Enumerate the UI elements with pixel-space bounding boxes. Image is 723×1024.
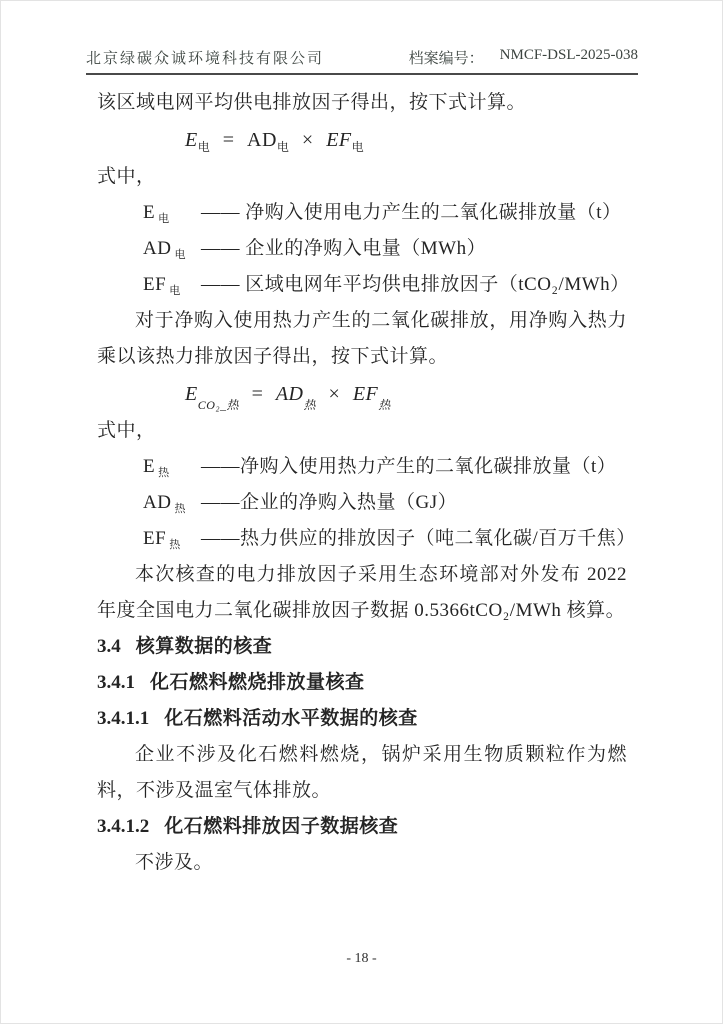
heading-title: 化石燃料燃烧排放量核查 [150, 672, 365, 693]
symbol-subscript: 热 [158, 467, 170, 479]
paragraph-biomass-boiler: 企业不涉及化石燃料燃烧，锅炉采用生物质颗粒作为燃料，不涉及温室气体排放。 [97, 744, 627, 801]
heading-3-4-1-1 [97, 701, 627, 737]
symbol-description: —— 净购入使用电力产生的二氧化碳排放量（t） [201, 202, 622, 223]
symbol-subscript: 热 [174, 503, 186, 515]
paragraph-emission-factor-value: 本次核查的电力排放因子采用生态环境部对外发布 2022 年度全国电力二氧化碳排放因子数据 0.5366tCO₂/MWh 核算。 [97, 564, 627, 621]
multiply-sign: × [328, 383, 341, 405]
symbol-ad-heat [143, 485, 201, 521]
formula-electricity-emission [185, 123, 627, 157]
heading-number: 3.4 [97, 636, 121, 657]
paragraph-grid-factor: 该区域电网平均供电排放因子得出，按下式计算。 [97, 92, 527, 113]
symbol-letter: AD [143, 238, 172, 259]
definition-row-e-elec [143, 195, 627, 231]
heading-title: 化石燃料活动水平数据的核查 [164, 708, 418, 729]
formula-term-ad: AD [275, 383, 304, 405]
definition-row-ef-elec [143, 267, 630, 303]
equals-sign: = [251, 383, 264, 405]
heading-title: 核算数据的核查 [135, 636, 273, 657]
symbol-letter: E [143, 202, 156, 223]
symbol-description: ——企业的净购入热量（GJ） [201, 492, 458, 513]
header-file-number [409, 47, 638, 68]
formula-term-ef: EF [352, 383, 379, 405]
document-body [97, 85, 636, 881]
formula-lhs: E [185, 129, 198, 151]
where-label-heat: 式中， [97, 420, 156, 441]
file-number-label: 档案编号： [408, 51, 484, 67]
heading-title: 化石燃料排放因子数据核查 [164, 816, 399, 837]
heading-number: 3.4.1 [97, 672, 135, 693]
symbol-letter: AD [143, 492, 172, 513]
header-company-name: 北京绿碳众诚环境科技有限公司 [86, 51, 325, 67]
formula-lhs: E [185, 383, 198, 405]
symbol-subscript: 电 [158, 213, 170, 225]
definition-row-ad-elec [143, 231, 627, 267]
heading-3-4 [97, 629, 627, 665]
heading-3-4-1-2 [97, 809, 627, 845]
formula-term-ef: EF [326, 129, 352, 151]
where-label-electricity: 式中， [97, 166, 156, 187]
symbol-e-elec [143, 195, 201, 231]
formula-term-ef-subscript: 热 [378, 398, 391, 412]
formula-term-ad-subscript: 电 [276, 140, 290, 154]
symbol-letter: EF [143, 528, 167, 549]
symbol-subscript: 电 [174, 249, 186, 261]
formula-term-ad: AD [247, 129, 277, 151]
symbol-description: ——净购入使用热力产生的二氧化碳排放量（t） [201, 456, 617, 477]
formula-heat-emission [185, 377, 627, 411]
multiply-sign: × [301, 129, 314, 151]
file-number-value: NMCF-DSL-2025-038 [499, 47, 638, 63]
heading-3-4-1 [97, 665, 627, 701]
symbol-description: —— 区域电网年平均供电排放因子（tCO₂/MWh） [201, 274, 630, 295]
page-footer [1, 951, 722, 967]
symbol-description: —— 企业的净购入电量（MWh） [201, 238, 487, 259]
symbol-ef-elec [143, 267, 201, 303]
formula-lhs-subscript: 电 [197, 140, 211, 154]
symbol-subscript: 热 [169, 539, 181, 551]
heading-number: 3.4.1.2 [97, 816, 150, 837]
definition-row-e-heat [143, 449, 627, 485]
paragraph-not-applicable: 不涉及。 [135, 852, 214, 873]
symbol-subscript: 电 [169, 285, 181, 297]
page-number: - 18 - [346, 951, 377, 966]
paragraph-heat-emission: 对于净购入使用热力产生的二氧化碳排放，用净购入热力乘以该热力排放因子得出，按下式计算。 [97, 310, 627, 367]
symbol-letter: EF [143, 274, 167, 295]
equals-sign: = [222, 129, 235, 151]
definition-row-ad-heat [143, 485, 627, 521]
symbol-letter: E [143, 456, 156, 477]
formula-lhs-subscript: CO₂_热 [197, 398, 240, 412]
symbol-ef-heat [143, 521, 201, 557]
formula-term-ad-subscript: 热 [303, 398, 317, 412]
symbol-ad-elec [143, 231, 201, 267]
symbol-description: ——热力供应的排放因子（吨二氧化碳/百万千焦） [201, 528, 636, 549]
formula-term-ef-subscript: 电 [351, 140, 365, 154]
page-header [86, 1, 638, 75]
definition-row-ef-heat [143, 521, 636, 557]
symbol-e-heat [143, 449, 201, 485]
heading-number: 3.4.1.1 [97, 708, 150, 729]
